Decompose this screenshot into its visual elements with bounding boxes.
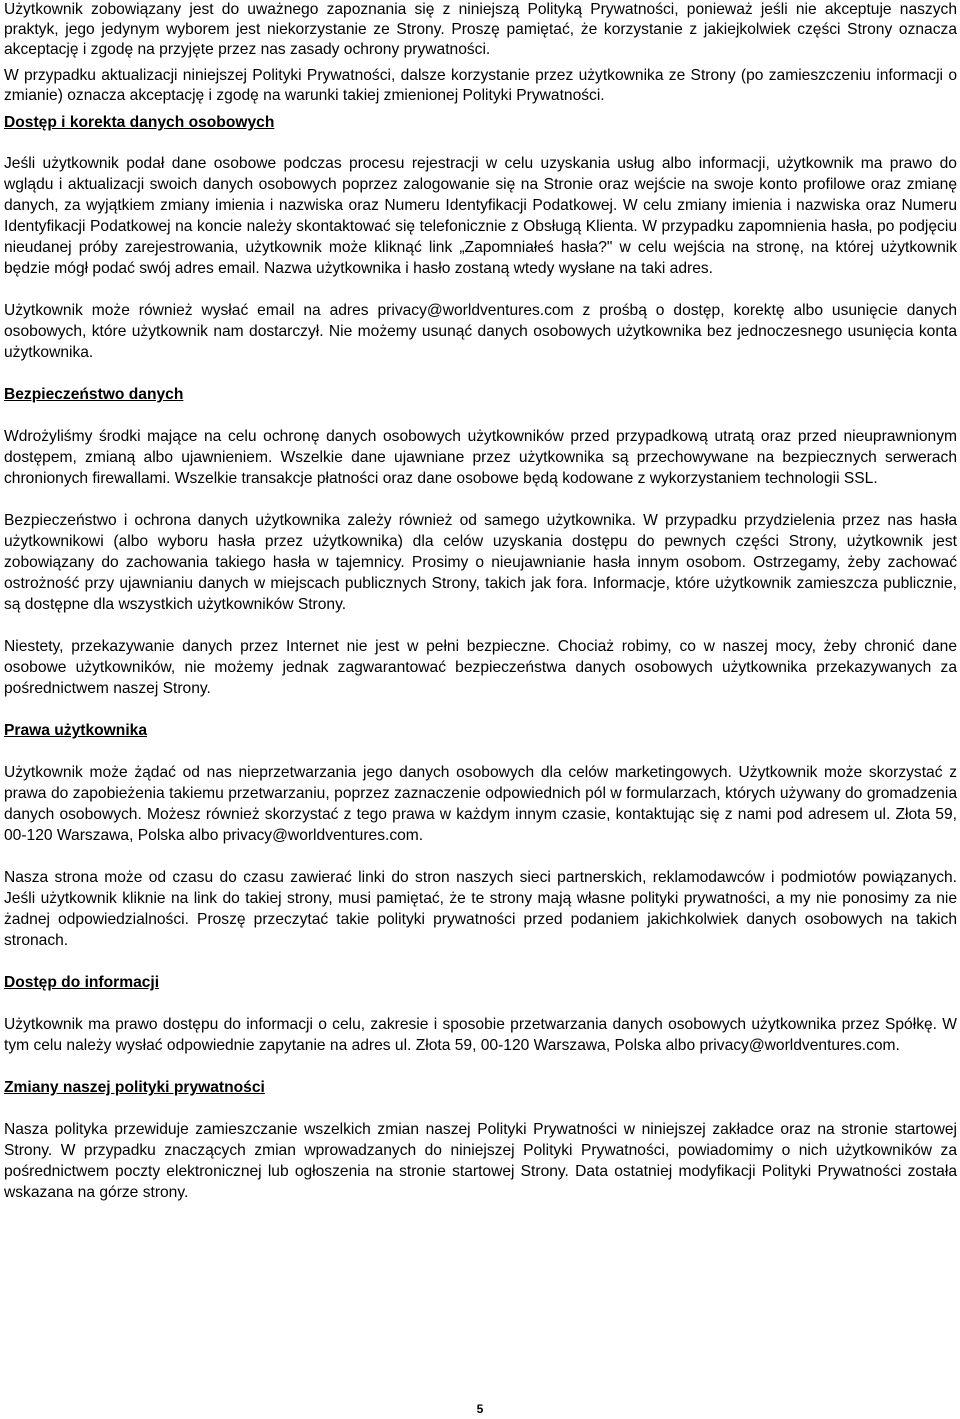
info-paragraph-1: Użytkownik ma prawo dostępu do informacji o celu, zakresie i sposobie przetwarzania danych osobowych użytkownika przez Spółkę. W tym celu należy wysłać odpowiednie zapytanie na adres ul. Złota 59, 00-120 Warszawa, Polska albo privacy@worldventures.com. bbox=[4, 1016, 957, 1054]
section-heading-info: Dostęp do informacji bbox=[4, 974, 160, 991]
security-paragraph-3: Niestety, przekazywanie danych przez Internet nie jest w pełni bezpieczne. Chociaż robimy, co w naszej mocy, żeby chronić dane osobowe użytkowników, nie możemy jednak zagwarantować bezpieczeństwa danych osobowych użytkownika przekazywanych za pośrednictwem naszej Strony. bbox=[4, 638, 957, 697]
section-heading-changes: Zmiany naszej polityki prywatności bbox=[4, 1079, 265, 1096]
page-number: 5 bbox=[476, 1402, 484, 1416]
access-paragraph-1: Jeśli użytkownik podał dane osobowe podczas procesu rejestracji w celu uzyskania usług albo informacji, użytkownik ma prawo do wglądu i aktualizacji swoich danych osobowych poprzez zalogowanie się na Stronie oraz wejście na swoje konto profilowe oraz zmianę danych, za wyjątkiem zmiany imienia i nazwiska oraz Numeru Identyfikacji Podatkowej. W celu zmiany imienia i nazwiska oraz Numeru Identyfikacji Podatkowej na koncie należy skontaktować się telefonicznie z Obsługą Klienta. W przypadku zapomnienia hasła, po podjęciu nieudanej próby zarejestrowania, użytkownik może kliknąć link „Zapomniałeś hasła?" w celu wejścia na stronę, na której użytkownik będzie mógł podać swój adres email. Nazwa użytkownika i hasło zostaną wtedy wysłane na taki adres. bbox=[4, 155, 957, 277]
section-heading-security: Bezpieczeństwo danych bbox=[4, 386, 184, 403]
intro-paragraph-1: Użytkownik zobowiązany jest do uważnego zapoznania się z niniejszą Polityką Prywatności, ponieważ jeśli nie akceptuje naszych praktyk, jego jedynym wyborem jest niekorzystanie ze Strony. Proszę pamiętać, że korzystanie z jakiejkolwiek części Strony oznacza akceptację i zgodę na przyjęte przez nas zasady ochrony prywatności. bbox=[4, 1, 957, 58]
rights-paragraph-1: Użytkownik może żądać od nas nieprzetwarzania jego danych osobowych dla celów marketingowych. Użytkownik może skorzystać z prawa do zapobieżenia takiemu przetwarzaniu, poprzez zaznaczenie odpowiednich pól w formularzach, których używany do gromadzenia danych osobowych. Możesz również skorzystać z tego prawa w każdym innym czasie, kontaktując się z nami pod adresem ul. Złota 59, 00-120 Warszawa, Polska albo privacy@worldventures.com. bbox=[4, 764, 957, 844]
security-paragraph-1: Wdrożyliśmy środki mające na celu ochronę danych osobowych użytkowników przed przypadkową utratą oraz przed nieuprawnionym dostępem, zmianą albo ujawnieniem. Wszelkie dane ujawniane przez użytkownika są przechowywane na bezpiecznych serwerach chronionych firewallami. Wszelkie transakcje płatności oraz dane osobowe będą kodowane z wykorzystaniem technologii SSL. bbox=[4, 428, 957, 487]
document-page bbox=[4, 0, 957, 1203]
access-paragraph-2: Użytkownik może również wysłać email na adres privacy@worldventures.com z prośbą o dostęp, korektę albo usunięcie danych osobowych, które użytkownik nam dostarczył. Nie możemy usunąć danych osobowych użytkownika bez jednoczesnego usunięcia konta użytkownika. bbox=[4, 302, 957, 361]
security-paragraph-2: Bezpieczeństwo i ochrona danych użytkownika zależy również od samego użytkownika. W przypadku przydzielenia przez nas hasła użytkownikowi (albo wyboru hasła przez użytkownika) dla celów uzyskania dostępu do pewnych części Strony, użytkownik jest zobowiązany do zachowania takiego hasła w tajemnicy. Prosimy o nieujawnianie hasła innym osobom. Ostrzegamy, żeby zachować ostrożność przy ujawnianiu danych w miejscach publicznych Strony, takich jak fora. Informacje, które użytkownik zamieszcza publicznie, są dostępne dla wszystkich użytkowników Strony. bbox=[4, 512, 957, 613]
intro-paragraph-2: W przypadku aktualizacji niniejszej Polityki Prywatności, dalsze korzystanie przez użytkownika ze Strony (po zamieszczeniu informacji o zmianie) oznacza akceptację i zgodę na warunki takiej zmienionej Polityki Prywatności. bbox=[4, 67, 957, 104]
section-heading-access: Dostęp i korekta danych osobowych bbox=[4, 114, 275, 131]
changes-paragraph-1: Nasza polityka przewiduje zamieszczanie wszelkich zmian naszej Polityki Prywatności w niniejszej zakładce oraz na stronie startowej Strony. W przypadku znaczących zmian wprowadzanych do niniejszej Polityki Prywatności, powiadomimy o nich użytkowników za pośrednictwem poczty elektronicznej lub ogłoszenia na stronie startowej Strony. Data ostatniej modyfikacji Polityki Prywatności została wskazana na górze strony. bbox=[4, 1121, 957, 1201]
section-heading-rights: Prawa użytkownika bbox=[4, 722, 147, 739]
rights-paragraph-2: Nasza strona może od czasu do czasu zawierać linki do stron naszych sieci partnerskich, reklamodawców i podmiotów powiązanych. Jeśli użytkownik kliknie na link do takiej strony, musi pamiętać, że te strony mają własne polityki prywatności, a my nie ponosimy za nie żadnej odpowiedzialności. Proszę przeczytać takie polityki prywatności przed podaniem jakichkolwiek danych osobowych na takich stronach. bbox=[4, 869, 957, 949]
